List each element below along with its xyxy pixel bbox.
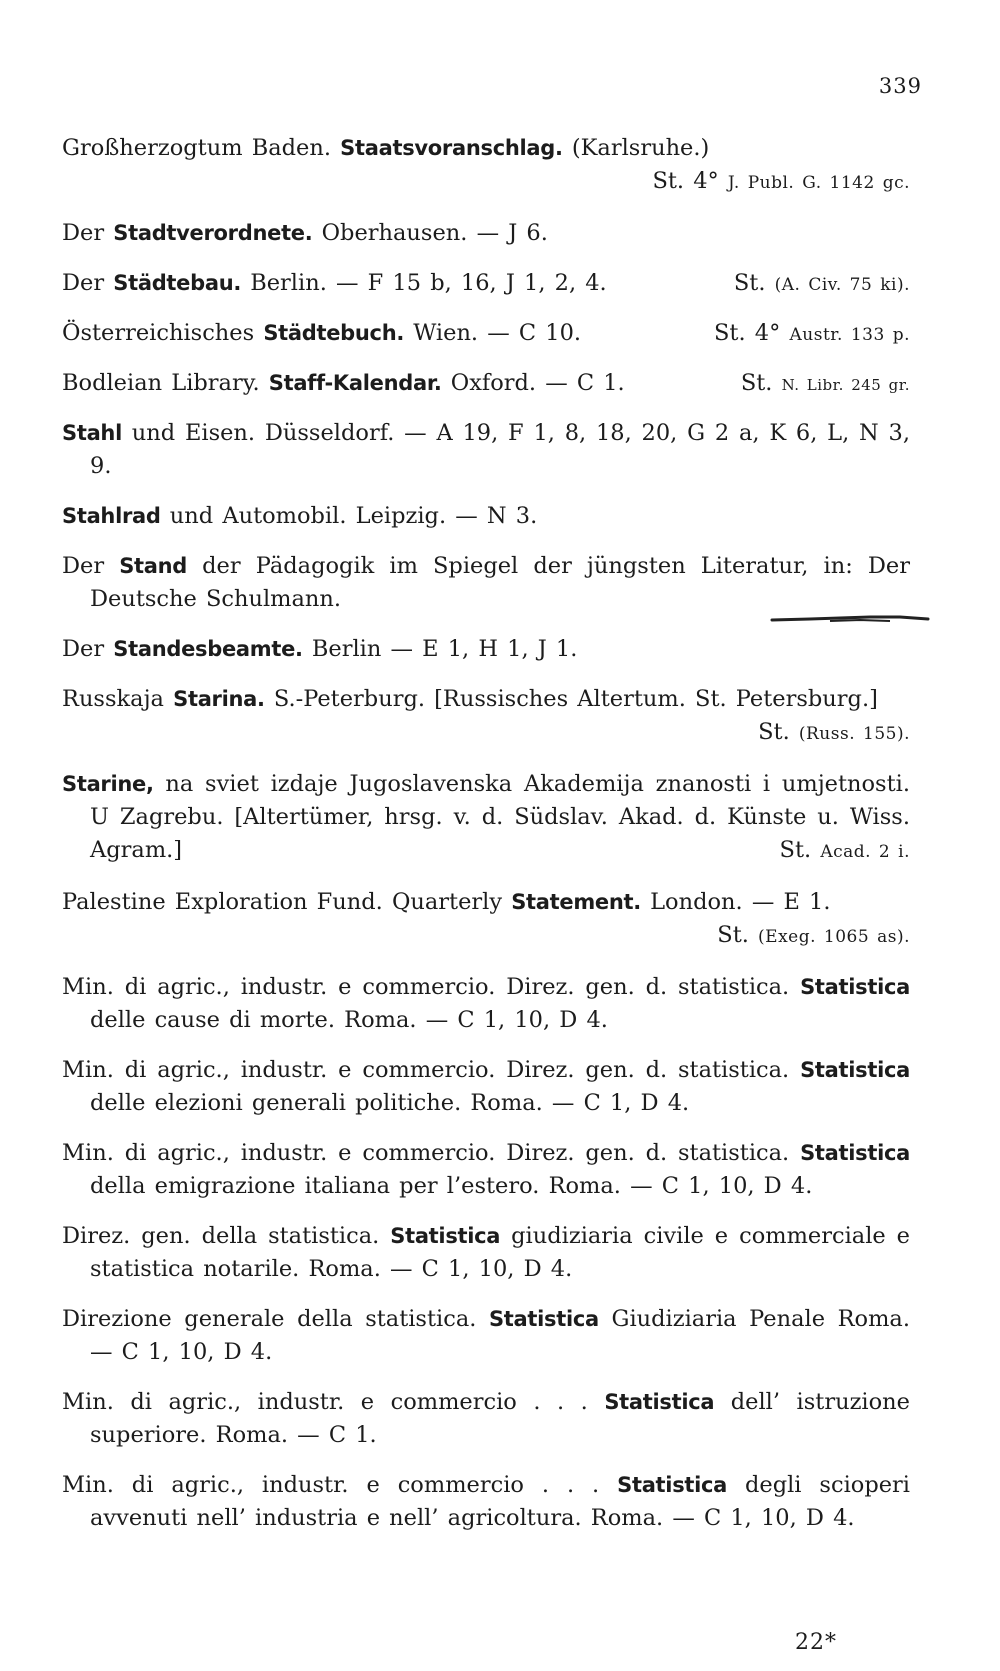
- entry-title: Statistica: [390, 1224, 501, 1248]
- shelfmark: [717, 919, 910, 954]
- entry-title: Statistica: [488, 1307, 599, 1331]
- entry-details: (Karlsruhe.): [562, 135, 710, 161]
- catalog-entry: [62, 317, 910, 350]
- shelfmark-code: (Exeg. 1065 as).: [758, 927, 910, 947]
- entry-prefix: Der: [62, 270, 114, 296]
- entry-title: Stahl: [62, 421, 122, 445]
- catalog-entry: [62, 550, 910, 616]
- entry-details: Berlin — E 1, H 1, J 1.: [302, 636, 578, 662]
- entry-prefix: Großherzogtum Baden.: [62, 135, 341, 161]
- entry-prefix: Min. di agric., industr. e commercio. Direz. gen. d. statistica.: [62, 1140, 801, 1166]
- entry-title: Statistica: [604, 1390, 715, 1414]
- entry-title: Stand: [119, 554, 188, 578]
- entry-prefix: Palestine Exploration Fund. Quarterly: [62, 889, 512, 915]
- catalog-entry: [62, 633, 910, 666]
- page-number: 339: [878, 74, 922, 98]
- entry-details: und Automobil. Leipzig. — N 3.: [160, 503, 538, 529]
- catalog-entry: [62, 1303, 910, 1369]
- shelfmark: [734, 267, 910, 302]
- entry-title: Statistica: [617, 1473, 728, 1497]
- entry-details: delle cause di morte. Roma. — C 1, 10, D 4.: [90, 1007, 608, 1033]
- entry-title: Starina.: [173, 687, 265, 711]
- entry-details: Giudiziaria Penale Roma. — C 1, 10, D 4.: [90, 1306, 910, 1365]
- catalog-entry: [62, 886, 910, 954]
- entry-details: degli scioperi avvenuti nell’ industria e nell’ agricoltura. Roma. — C 1, 10, D 4.: [90, 1472, 910, 1531]
- shelfmark: [90, 165, 910, 200]
- shelfmark-code: Acad. 2 i.: [820, 842, 910, 862]
- entry-title: Standesbeamte.: [113, 637, 303, 661]
- shelfmark-main: St.: [758, 719, 790, 745]
- catalog-entries: [62, 132, 910, 1552]
- entry-details: der Pädagogik im Spiegel der jüngsten Literatur, in: Der Deutsche Schulmann.: [90, 553, 910, 612]
- catalog-entry: [62, 1386, 910, 1452]
- entry-details: delle elezioni generali politiche. Roma. — C 1, D 4.: [90, 1090, 690, 1116]
- entry-title: Statement.: [511, 890, 641, 914]
- shelfmark-main: St.: [733, 270, 766, 296]
- catalog-entry: [62, 1054, 910, 1120]
- shelfmark-code: N. Libr. 245 gr.: [781, 376, 910, 394]
- catalog-entry: [62, 500, 910, 533]
- shelfmark-code: Austr. 133 p.: [789, 325, 910, 345]
- entry-prefix: Direzione generale della statistica.: [62, 1306, 489, 1332]
- entry-title: Statistica: [800, 1058, 910, 1082]
- entry-prefix: Min. di agric., industr. e commercio. Direz. gen. d. statistica.: [62, 974, 801, 1000]
- entry-prefix: Russkaja: [62, 686, 174, 712]
- catalog-entry: [62, 367, 910, 400]
- entry-prefix: Der: [62, 553, 120, 579]
- entry-prefix: Min. di agric., industr. e commercio . . .: [62, 1389, 605, 1415]
- shelfmark-main: St.: [717, 922, 749, 948]
- entry-prefix: Bodleian Library.: [62, 370, 269, 396]
- entry-title: Staff-Kalendar.: [268, 371, 442, 395]
- shelfmark: [758, 716, 910, 751]
- entry-details: della emigrazione italiana per l’estero. Roma. — C 1, 10, D 4.: [90, 1173, 813, 1199]
- entry-title: Statistica: [800, 1141, 910, 1165]
- entry-details: dell’ istruzione superiore. Roma. — C 1.: [90, 1389, 910, 1448]
- entry-details: Oxford. — C 1.: [441, 370, 625, 396]
- entry-details: und Eisen. Düsseldorf. — A 19, F 1, 8, 18, 20, G 2 a, K 6, L, N 3, 9.: [90, 420, 910, 479]
- catalog-entry: [62, 132, 910, 200]
- catalog-entry: [62, 683, 910, 751]
- entry-details: S.-Peterburg. [Russisches Altertum. St. Petersburg.]: [264, 686, 878, 712]
- entry-title: Statistica: [800, 975, 910, 999]
- shelfmark: [780, 834, 910, 869]
- entry-prefix: Min. di agric., industr. e commercio . . .: [62, 1472, 618, 1498]
- catalog-entry: [62, 1469, 910, 1535]
- entry-title: Städtebuch.: [263, 321, 405, 345]
- catalog-entry: [62, 768, 910, 869]
- shelfmark-main: St.: [740, 370, 773, 396]
- entry-title: Städtebau.: [113, 271, 242, 295]
- entry-details: giudiziaria civile e commerciale e statistica notarile. Roma. — C 1, 10, D 4.: [90, 1223, 910, 1282]
- entry-title: Starine,: [62, 772, 154, 796]
- shelfmark-code: J. Publ. G. 1142 gc.: [727, 173, 910, 193]
- catalog-entry: [62, 217, 910, 250]
- entry-details: Berlin. — F 15 b, 16, J 1, 2, 4.: [241, 270, 607, 296]
- catalog-entry: [62, 1220, 910, 1286]
- shelfmark-main: St. 4°: [652, 168, 719, 194]
- catalog-entry: [62, 1137, 910, 1203]
- entry-details: na sviet izdaje Jugoslavenska Akademija znanosti i umjetnosti. U Zagrebu. [Altertümer, hrsg. v. d. Südslav. Akad. d. Künste u. Wiss. Agram.]: [90, 771, 910, 863]
- shelfmark: [741, 367, 910, 402]
- entry-details: Oberhausen. — J 6.: [312, 220, 548, 246]
- shelfmark: [714, 317, 910, 352]
- entry-title: Stadtverordnete.: [113, 221, 313, 245]
- entry-prefix: Der: [62, 636, 114, 662]
- catalog-entry: [62, 267, 910, 300]
- entry-title: Stahlrad: [62, 504, 161, 528]
- entry-details: London. — E 1.: [640, 889, 831, 915]
- entry-prefix: Österreichisches: [62, 320, 264, 346]
- entry-prefix: Min. di agric., industr. e commercio. Direz. gen. d. statistica.: [62, 1057, 801, 1083]
- entry-prefix: Direz. gen. della statistica.: [62, 1223, 391, 1249]
- shelfmark-code: (A. Civ. 75 ki).: [774, 275, 910, 295]
- catalog-entry: [62, 971, 910, 1037]
- entry-details: Wien. — C 10.: [404, 320, 582, 346]
- entry-prefix: Der: [62, 220, 114, 246]
- shelfmark-main: St.: [779, 837, 812, 863]
- catalog-entry: [62, 417, 910, 483]
- signature-mark: 22*: [795, 1630, 837, 1655]
- shelfmark-main: St. 4°: [714, 320, 781, 346]
- ink-smudge-mark: [770, 614, 930, 624]
- entry-title: Staatsvoranschlag.: [340, 136, 563, 160]
- shelfmark-code: (Russ. 155).: [798, 724, 910, 744]
